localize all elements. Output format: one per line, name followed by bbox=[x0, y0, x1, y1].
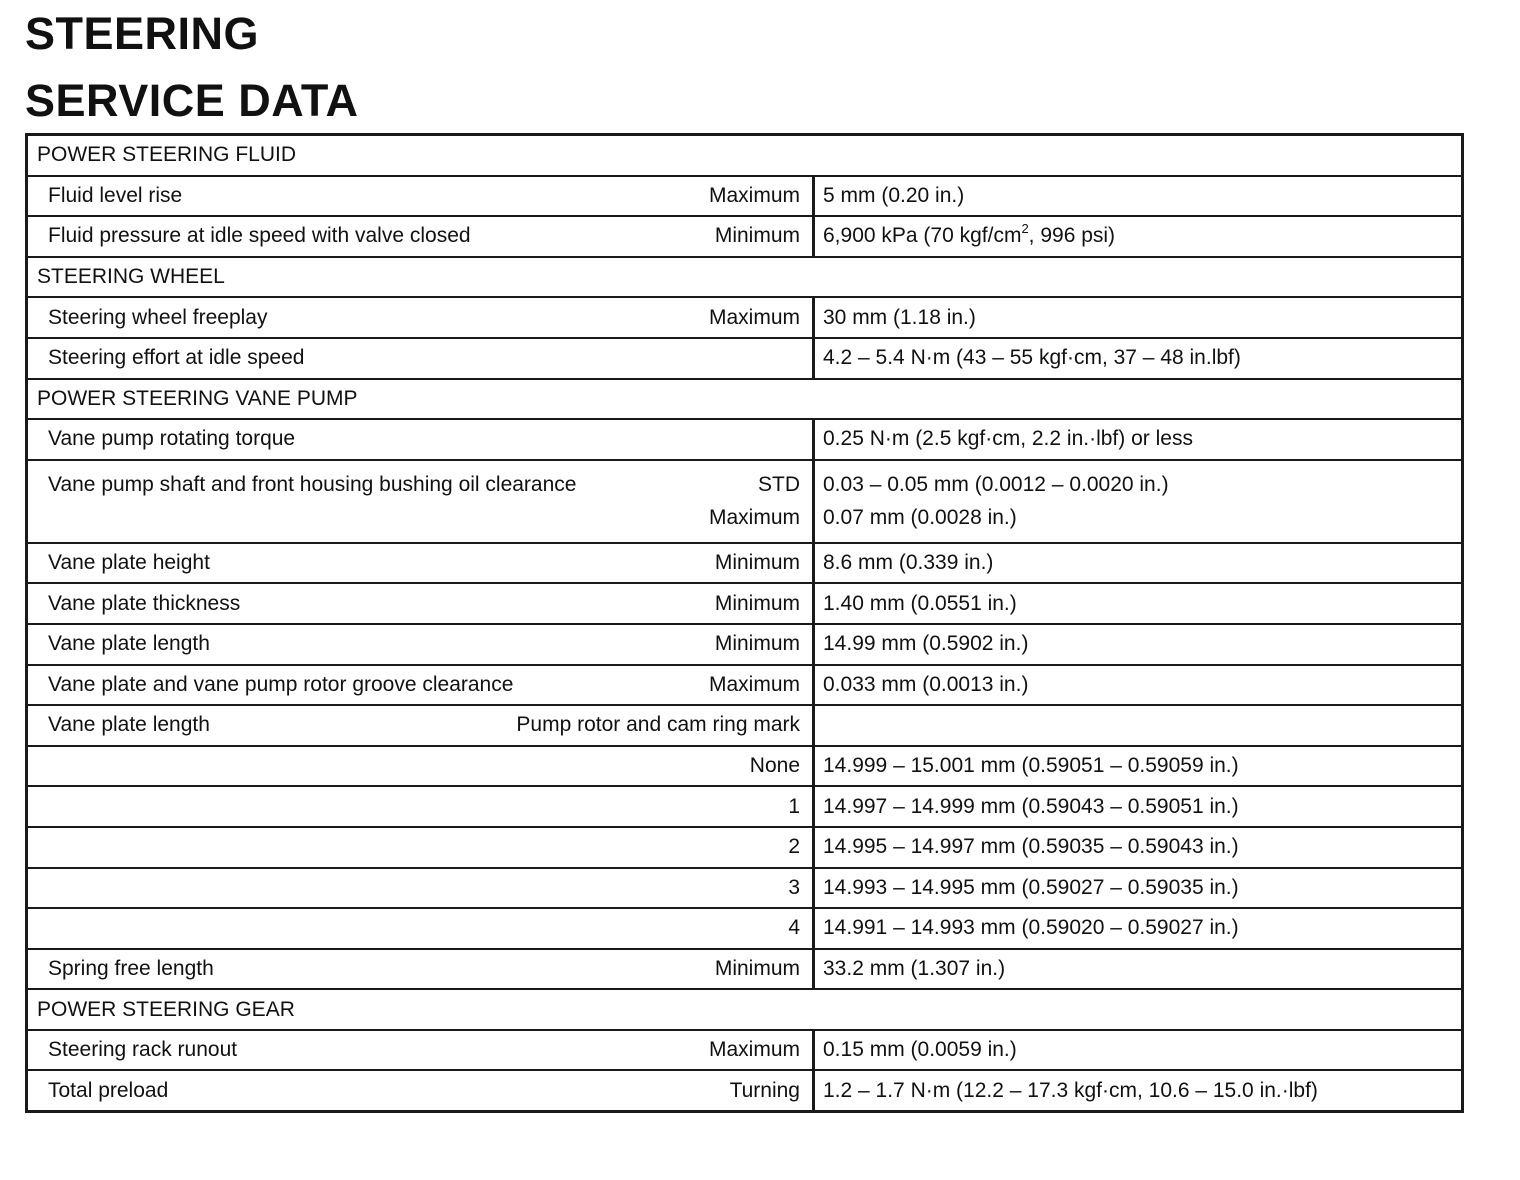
item-label: Fluid level rise bbox=[48, 183, 183, 207]
item-qualifier: Minimum bbox=[714, 551, 800, 575]
mark-label: None bbox=[27, 746, 814, 787]
table-row bbox=[27, 1030, 1463, 1071]
item-value: 0.033 mm (0.0013 in.) bbox=[814, 665, 1463, 706]
table-row bbox=[27, 705, 1463, 746]
table-row bbox=[27, 908, 1463, 949]
page-subtitle: SERVICE DATA bbox=[25, 75, 359, 126]
item-label: Vane pump rotating torque bbox=[48, 427, 296, 451]
table-row bbox=[27, 827, 1463, 868]
item-value: 14.993 – 14.995 mm (0.59027 – 0.59035 in.) bbox=[814, 868, 1463, 909]
item-label: Steering wheel freeplay bbox=[48, 305, 268, 329]
item-label: Vane plate and vane pump rotor groove clearance bbox=[48, 672, 514, 696]
value-text: 6,900 kPa (70 kgf/cm bbox=[823, 224, 1022, 248]
item-value: 14.995 – 14.997 mm (0.59035 – 0.59043 in.) bbox=[814, 827, 1463, 868]
item-qualifier: Minimum bbox=[714, 956, 800, 980]
item-value: 0.03 – 0.05 mm (0.0012 – 0.0020 in.) bbox=[823, 472, 1169, 496]
item-value: 14.997 – 14.999 mm (0.59043 – 0.59051 in.) bbox=[814, 786, 1463, 827]
item-value: 1.2 – 1.7 N·m (12.2 – 17.3 kgf·cm, 10.6 – 15.0 in.·lbf) bbox=[814, 1070, 1463, 1111]
section-heading: POWER STEERING FLUID bbox=[27, 135, 1463, 176]
item-value: 14.999 – 15.001 mm (0.59051 – 0.59059 in.) bbox=[814, 746, 1463, 787]
item-qualifier: Minimum bbox=[714, 591, 800, 615]
section-heading: POWER STEERING VANE PUMP bbox=[27, 379, 1463, 420]
item-qualifier: Turning bbox=[729, 1078, 800, 1102]
item-label: Vane plate length bbox=[48, 632, 210, 656]
item-value: 0.07 mm (0.0028 in.) bbox=[823, 505, 1017, 529]
item-value: 5 mm (0.20 in.) bbox=[814, 176, 1463, 217]
item-qualifier: STD bbox=[758, 472, 800, 496]
item-value: 8.6 mm (0.339 in.) bbox=[814, 543, 1463, 584]
table-row bbox=[27, 868, 1463, 909]
item-label: Vane pump shaft and front housing bushing oil clearance bbox=[48, 472, 577, 496]
item-qualifier: Maximum bbox=[708, 183, 800, 207]
item-value bbox=[814, 216, 1463, 257]
item-value: 14.991 – 14.993 mm (0.59020 – 0.59027 in.) bbox=[814, 908, 1463, 949]
item-value: 30 mm (1.18 in.) bbox=[814, 297, 1463, 338]
mark-label: 3 bbox=[27, 868, 814, 909]
service-data-table bbox=[25, 133, 1464, 1113]
item-qualifier: Minimum bbox=[714, 632, 800, 656]
mark-label: 1 bbox=[27, 786, 814, 827]
item-label: Vane plate height bbox=[48, 551, 210, 575]
table-row bbox=[27, 624, 1463, 665]
table-row bbox=[27, 949, 1463, 990]
section-heading: POWER STEERING GEAR bbox=[27, 989, 1463, 1030]
table-row bbox=[27, 176, 1463, 217]
table-row bbox=[27, 583, 1463, 624]
item-label: Spring free length bbox=[48, 956, 214, 980]
table-row bbox=[27, 1070, 1463, 1111]
table-row bbox=[27, 338, 1463, 379]
page-title: STEERING bbox=[25, 8, 260, 59]
item-label: Vane plate length bbox=[48, 713, 210, 737]
item-value: 1.40 mm (0.0551 in.) bbox=[814, 583, 1463, 624]
section-header-row bbox=[27, 989, 1463, 1030]
table-row bbox=[27, 297, 1463, 338]
table-row bbox=[27, 786, 1463, 827]
table-row bbox=[27, 419, 1463, 460]
item-value: 33.2 mm (1.307 in.) bbox=[814, 949, 1463, 990]
item-value: 0.25 N·m (2.5 kgf·cm, 2.2 in.·lbf) or less bbox=[814, 419, 1463, 460]
item-label: Steering effort at idle speed bbox=[48, 346, 305, 370]
section-heading: STEERING WHEEL bbox=[27, 257, 1463, 298]
mark-label: 4 bbox=[27, 908, 814, 949]
section-header-row bbox=[27, 379, 1463, 420]
item-qualifier: Maximum bbox=[708, 305, 800, 329]
item-label: Vane plate thickness bbox=[48, 591, 241, 615]
item-label: Steering rack runout bbox=[48, 1038, 238, 1062]
value-text: , 996 psi) bbox=[1028, 224, 1116, 248]
section-header-row bbox=[27, 257, 1463, 298]
item-qualifier: Pump rotor and cam ring mark bbox=[516, 713, 800, 737]
table-row bbox=[27, 216, 1463, 257]
table-row bbox=[27, 460, 1463, 543]
table-row bbox=[27, 543, 1463, 584]
mark-label: 2 bbox=[27, 827, 814, 868]
item-value bbox=[814, 705, 1463, 746]
value-superscript: 2 bbox=[1021, 221, 1029, 237]
item-qualifier: Maximum bbox=[708, 672, 800, 696]
item-qualifier: Maximum bbox=[708, 505, 800, 529]
item-label: Total preload bbox=[48, 1078, 169, 1102]
item-qualifier: Minimum bbox=[714, 224, 800, 248]
item-qualifier: Maximum bbox=[708, 1038, 800, 1062]
item-value: 4.2 – 5.4 N·m (43 – 55 kgf·cm, 37 – 48 in.lbf) bbox=[814, 338, 1463, 379]
section-header-row bbox=[27, 135, 1463, 176]
table-row bbox=[27, 746, 1463, 787]
item-value: 0.15 mm (0.0059 in.) bbox=[814, 1030, 1463, 1071]
item-value: 14.99 mm (0.5902 in.) bbox=[814, 624, 1463, 665]
table-row bbox=[27, 665, 1463, 706]
item-label: Fluid pressure at idle speed with valve closed bbox=[48, 224, 471, 248]
